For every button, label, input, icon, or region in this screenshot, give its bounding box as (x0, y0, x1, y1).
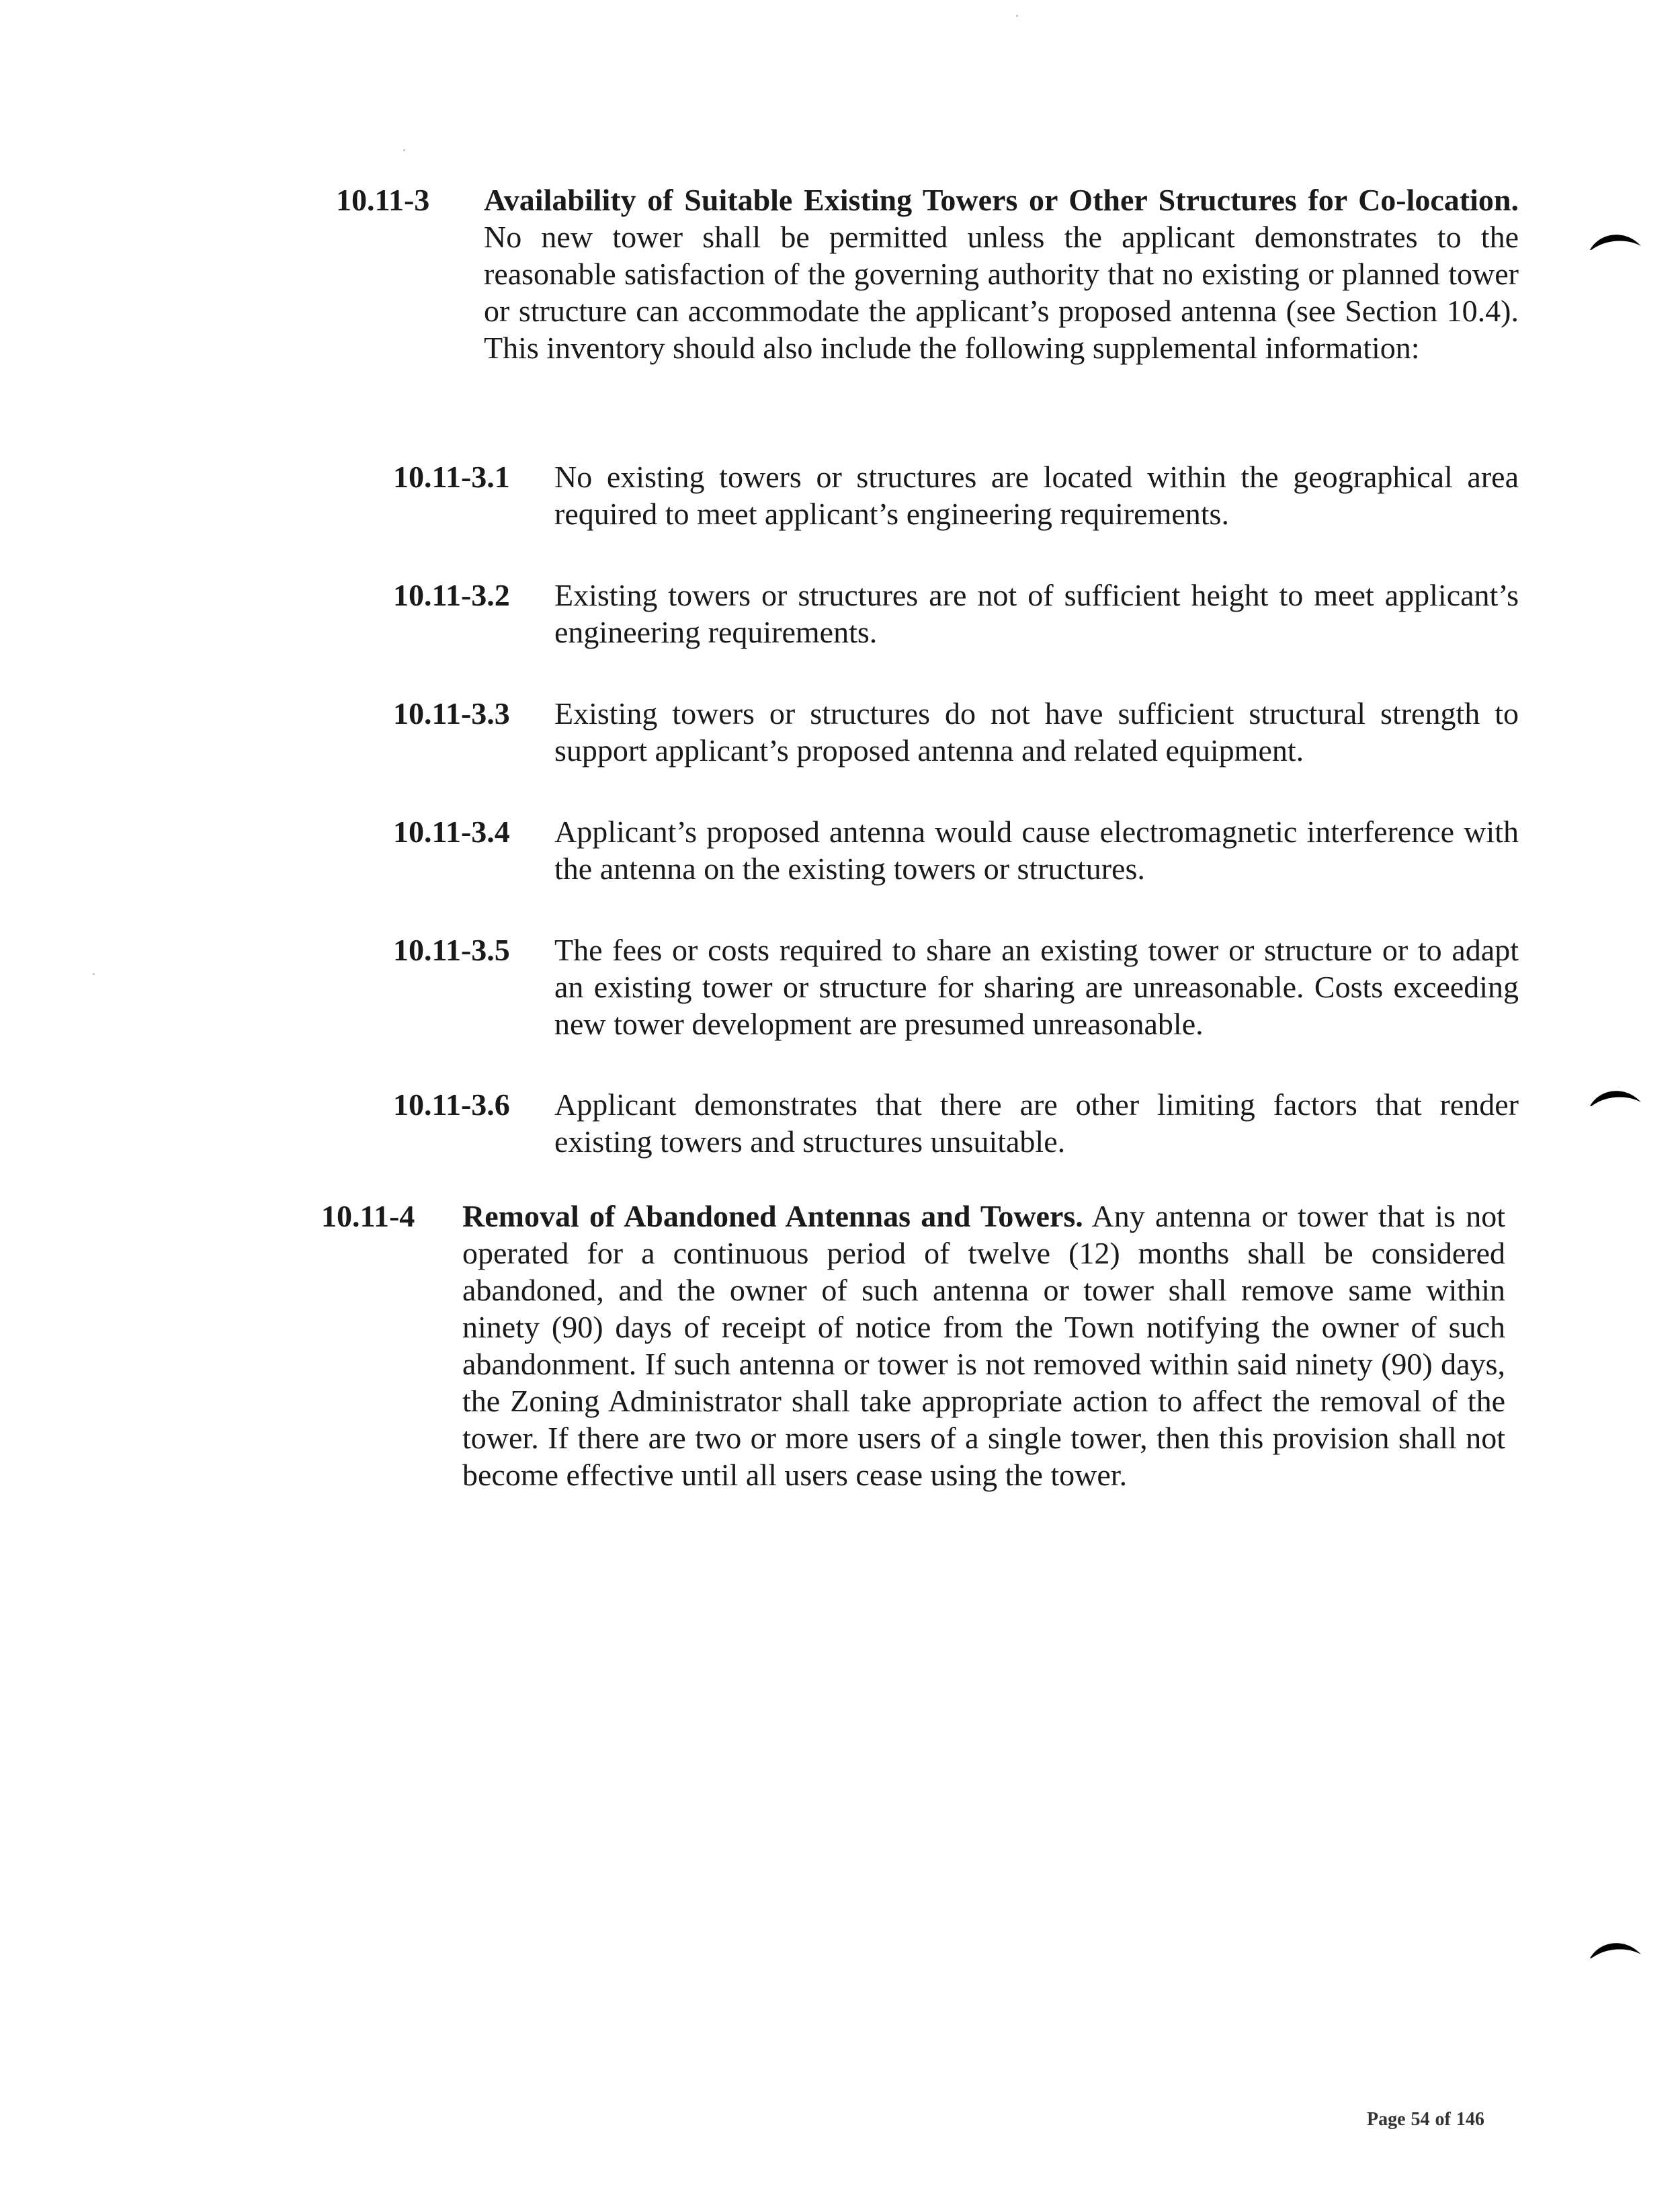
subsection-number: 10.11-3.4 (393, 815, 510, 849)
of-label: of (1435, 2109, 1451, 2130)
subsection-10-11-3-5 (393, 931, 1519, 1042)
scan-speck (1016, 15, 1018, 17)
subsection-text: Applicant demonstrates that there are other limiting factors that render existing towers and structures unsuitable. (554, 1087, 1519, 1159)
subsection-number: 10.11-3.6 (393, 1087, 510, 1122)
page-footer (1367, 2109, 1490, 2130)
section-heading: Availability of Suitable Existing Towers or Other Structures for Co-location. (484, 183, 1519, 217)
subsection-number: 10.11-3.1 (393, 460, 510, 494)
punch-hole-mark (1587, 1083, 1644, 1110)
subsection-10-11-3-1 (393, 458, 1519, 532)
section-body (484, 181, 1519, 366)
section-body (462, 1198, 1505, 1493)
subsection-number: 10.11-3.5 (393, 933, 510, 967)
subsection-text: Existing towers or structures are not of sufficient height to meet applicant’s engineering requirements. (554, 578, 1519, 649)
subsection-text: The fees or costs required to share an existing tower or structure or to adapt an existing tower or structure for sharing are unreasonable. Costs exceeding new tower development are presumed unreasonable. (554, 933, 1519, 1041)
subsection-10-11-3-2 (393, 577, 1519, 651)
section-text: No new tower shall be permitted unless the applicant demonstrates to the reasonable satisfaction of the governing authority that no existing or planned tower or structure can accommodate the applicant’s proposed antenna (see Section 10.4). This inventory should also include the following supplemental information: (484, 220, 1519, 365)
subsection-text: Existing towers or structures do not have sufficient structural strength to support applicant’s proposed antenna and related equipment. (554, 696, 1519, 767)
scan-speck (93, 973, 95, 975)
subsection-10-11-3-3 (393, 695, 1519, 769)
punch-hole-mark (1587, 227, 1644, 254)
page-label: Page (1367, 2109, 1406, 2130)
subsection-10-11-3-6 (393, 1086, 1519, 1160)
subsection-10-11-3-4 (393, 813, 1519, 887)
subsection-number: 10.11-3.3 (393, 696, 510, 731)
section-number: 10.11-4 (321, 1199, 415, 1233)
page-total: 146 (1456, 2109, 1484, 2130)
subsection-text: Applicant’s proposed antenna would cause electromagnetic interference with the antenna on the existing towers or structures. (554, 815, 1519, 886)
section-number: 10.11-3 (336, 183, 430, 217)
section-heading: Removal of Abandoned Antennas and Towers. (462, 1199, 1083, 1233)
section-10-11-4 (321, 1198, 1505, 1493)
section-10-11-3 (336, 181, 1519, 366)
subsection-text: No existing towers or structures are located within the geographical area required to meet applicant’s engineering requirements. (554, 460, 1519, 531)
subsection-number: 10.11-3.2 (393, 578, 510, 612)
scan-speck (403, 149, 405, 151)
punch-hole-mark (1587, 1936, 1644, 1962)
page-number: 54 (1411, 2109, 1430, 2130)
section-text: Any antenna or tower that is not operated for a continuous period of twelve (12) months shall be considered abandoned, and the owner of such antenna or tower shall remove same within ninety (90) days of receipt of notice from the Town notifying the owner of such abandonment. If such antenna or tower is not removed within said ninety (90) days, the Zoning Administrator shall take appropriate action to affect the removal of the tower. If there are two or more users of a single tower, then this provision shall not become effective until all users cease using the tower. (462, 1199, 1505, 1492)
